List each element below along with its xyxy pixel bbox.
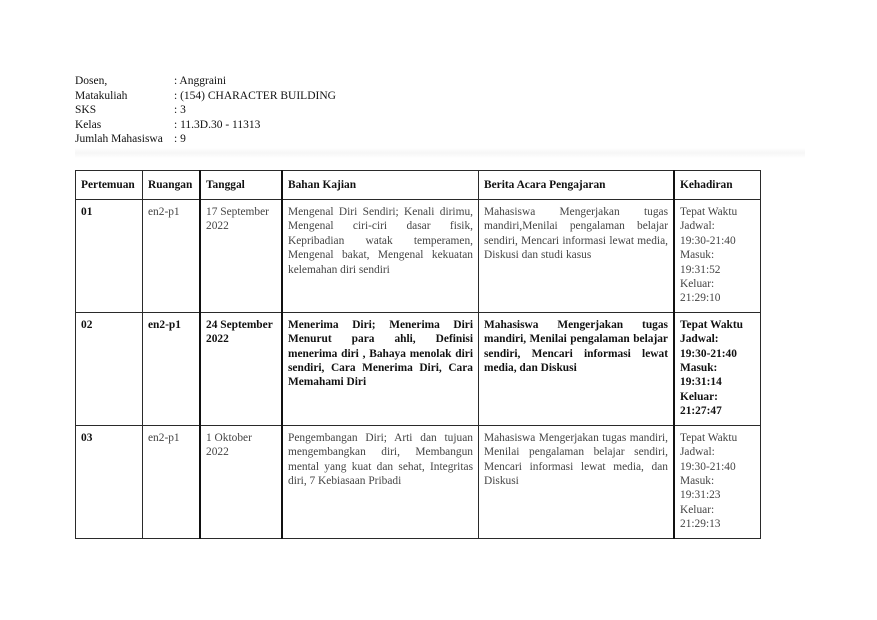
masuk-value: 19:31:23 xyxy=(680,489,721,502)
kehadiran-cell xyxy=(674,425,761,538)
kehadiran-status: Tepat Waktu xyxy=(680,206,738,218)
keluar-label: Keluar: xyxy=(680,278,715,291)
dosen-label: Dosen, xyxy=(75,75,108,87)
col-tanggal: Tanggal xyxy=(200,171,282,200)
document-header xyxy=(75,74,336,147)
kelas-value: : 11.3D.30 - 11313 xyxy=(174,118,261,131)
tanggal-cell: 17 September 2022 xyxy=(200,200,282,313)
jadwal-value: 19:30-21:40 xyxy=(680,347,737,360)
keluar-value: 21:29:10 xyxy=(680,292,721,305)
kehadiran-cell xyxy=(674,312,761,425)
jadwal-label: Jadwal: xyxy=(680,220,715,233)
matakuliah-value: : (154) CHARACTER BUILDING xyxy=(174,89,336,102)
kehadiran-status: Tepat Waktu xyxy=(680,431,738,444)
kehadiran-cell xyxy=(674,200,761,313)
keluar-value: 21:29:13 xyxy=(680,518,721,531)
berita-acara-cell: Mahasiswa Mengerjakan tugas mandiri, Menilai pengalaman belajar sendiri, Mencari informasi lewat media, dan Diskusi xyxy=(479,312,675,425)
jumlah-row xyxy=(75,132,336,147)
tanggal-cell: 1 Oktober 2022 xyxy=(200,425,282,538)
col-kehadiran: Kehadiran xyxy=(674,171,761,200)
pertemuan-cell: 03 xyxy=(76,425,143,538)
keluar-label: Keluar: xyxy=(680,390,718,403)
bahan-kajian-cell: Pengembangan Diri; Arti dan tujuan mengembangkan diri, Membangun mental yang kuat dan sehat, Integritas diri, 7 Kebiasaan Pribadi xyxy=(282,425,479,538)
ruangan-cell: en2-p1 xyxy=(143,200,201,313)
col-berita-acara: Berita Acara Pengajaran xyxy=(479,171,675,200)
header-divider xyxy=(75,148,805,158)
ruangan-cell: en2-p1 xyxy=(143,425,201,538)
berita-acara-cell: Mahasiswa Mengerjakan tugas mandiri, Menilai pengalaman belajar sendiri, Mencari informasi lewat media, dan Diskusi xyxy=(479,425,675,538)
jadwal-value: 19:30-21:40 xyxy=(680,234,736,247)
kelas-row xyxy=(75,118,336,133)
kehadiran-status: Tepat Waktu xyxy=(680,318,743,331)
jumlah-label: Jumlah Mahasiswa xyxy=(75,133,163,146)
col-bahan-kajian: Bahan Kajian xyxy=(282,171,479,200)
keluar-label: Keluar: xyxy=(680,503,715,516)
attendance-table xyxy=(75,170,761,539)
matakuliah-row xyxy=(75,89,336,104)
masuk-value: 19:31:14 xyxy=(680,376,722,389)
table-row xyxy=(76,312,761,425)
table-header-row xyxy=(76,171,761,200)
sks-value: : 3 xyxy=(174,104,186,117)
col-pertemuan: Pertemuan xyxy=(76,171,143,200)
sks-label: SKS xyxy=(75,104,97,117)
jadwal-value: 19:30-21:40 xyxy=(680,460,736,473)
masuk-label: Masuk: xyxy=(680,362,718,375)
table-row xyxy=(76,425,761,538)
ruangan-cell: en2-p1 xyxy=(143,312,201,425)
col-ruangan: Ruangan xyxy=(143,171,201,200)
jadwal-label: Jadwal: xyxy=(680,333,719,346)
keluar-value: 21:27:47 xyxy=(680,405,722,418)
berita-acara-cell: Mahasiswa Mengerjakan tugas mandiri,Menilai pengalaman belajar sendiri, Mencari informasi lewat media, Diskusi dan studi kasus xyxy=(479,200,675,313)
pertemuan-cell: 01 xyxy=(76,200,143,313)
masuk-label: Masuk: xyxy=(680,474,715,487)
masuk-value: 19:31:52 xyxy=(680,263,721,276)
masuk-label: Masuk: xyxy=(680,249,715,262)
dosen-row xyxy=(75,74,336,89)
bahan-kajian-cell: Mengenal Diri Sendiri; Kenali dirimu, Mengenal ciri-ciri dasar fisik, Kepribadian watak temperamen, Mengenal bakat, Mengenal kekuatan kelemahan diri sendiri xyxy=(282,200,479,313)
bahan-kajian-cell: Menerima Diri; Menerima Diri Menurut para ahli, Definisi menerima diri , Bahaya menolak diri sendiri, Cara Menerima Diri, Cara Memahami Diri xyxy=(282,312,479,425)
kelas-label: Kelas xyxy=(75,118,102,131)
tanggal-cell: 24 September 2022 xyxy=(200,312,282,425)
table-row xyxy=(76,200,761,313)
dosen-value: : Anggraini xyxy=(174,75,227,87)
jadwal-label: Jadwal: xyxy=(680,446,715,459)
sks-row xyxy=(75,103,336,118)
jumlah-value: : 9 xyxy=(174,133,186,146)
pertemuan-cell: 02 xyxy=(76,312,143,425)
matakuliah-label: Matakuliah xyxy=(75,89,128,102)
